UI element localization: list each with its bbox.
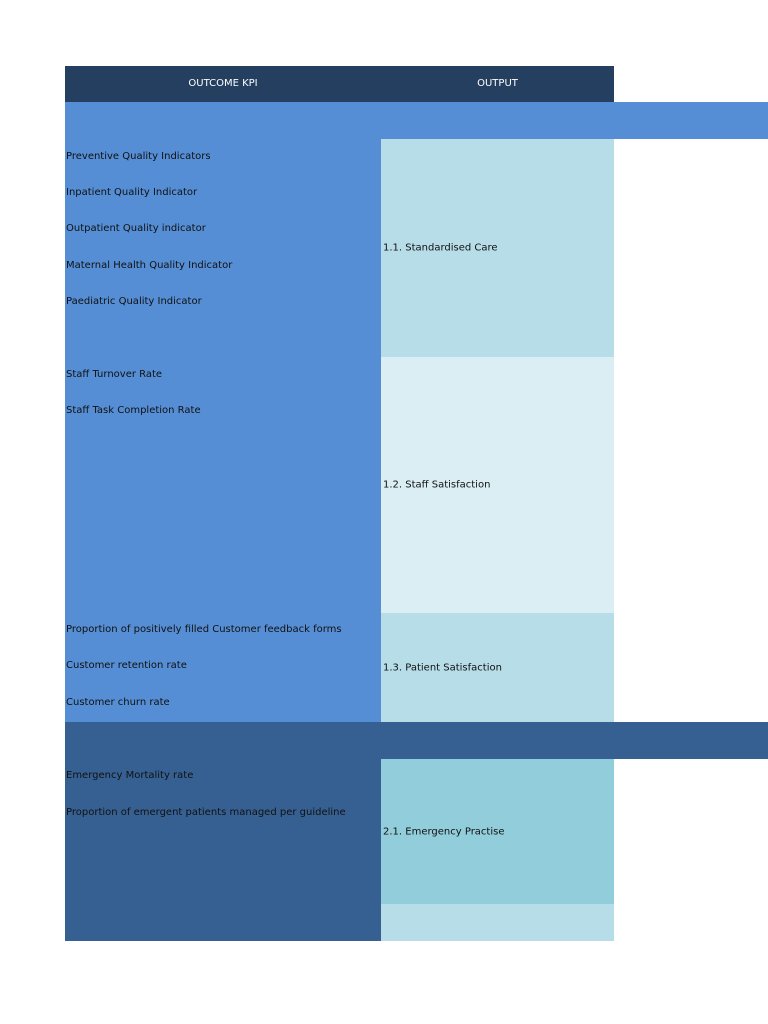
kpi-item: Customer retention rate — [66, 660, 187, 671]
kpi-item: Proportion of emergent patients managed per guideline — [66, 807, 346, 818]
output-cell-patient-satisfaction — [381, 613, 614, 722]
section-band-2 — [65, 722, 768, 759]
kpi-item: Staff Task Completion Rate — [66, 405, 201, 416]
header-outcome-kpi: OUTCOME KPI — [188, 78, 258, 89]
table-header — [65, 66, 614, 102]
kpi-item: Outpatient Quality indicator — [66, 223, 206, 234]
kpi-column-section-2 — [65, 759, 381, 941]
kpi-item: Proportion of positively filled Customer feedback forms — [66, 624, 342, 635]
output-cell-staff-satisfaction — [381, 357, 614, 613]
kpi-item: Emergency Mortality rate — [66, 770, 194, 781]
output-cell-empty — [381, 904, 614, 941]
output-cell-standardised-care — [381, 139, 614, 357]
kpi-item: Paediatric Quality Indicator — [66, 296, 202, 307]
output-label: 2.1. Emergency Practise — [383, 826, 505, 837]
kpi-item: Preventive Quality Indicators — [66, 151, 211, 162]
output-label: 1.1. Standardised Care — [383, 242, 498, 254]
kpi-item: Inpatient Quality Indicator — [66, 187, 198, 198]
header-output: OUTPUT — [477, 78, 518, 89]
kpi-item: Maternal Health Quality Indicator — [66, 260, 233, 271]
section-band-1 — [65, 102, 768, 139]
output-label: 1.2. Staff Satisfaction — [383, 479, 491, 491]
kpi-item: Customer churn rate — [66, 697, 170, 708]
output-label: 1.3. Patient Satisfaction — [383, 662, 502, 673]
kpi-item: Staff Turnover Rate — [66, 369, 163, 380]
output-cell-emergency-practise — [381, 759, 614, 904]
